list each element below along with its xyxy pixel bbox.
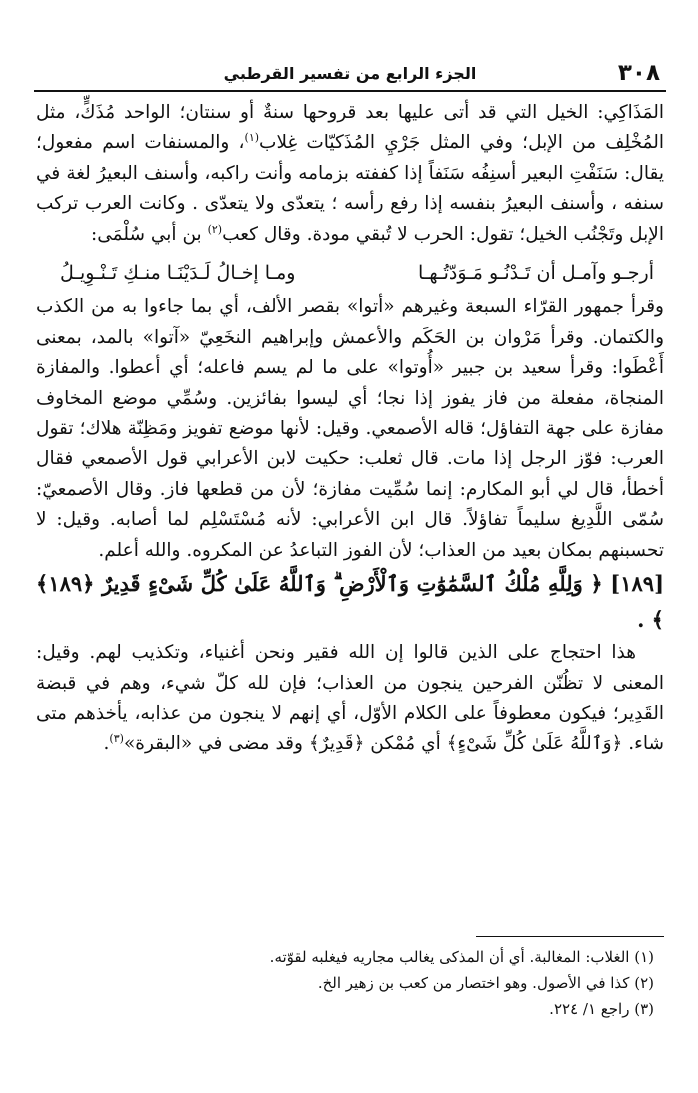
header-rule bbox=[34, 90, 666, 92]
paragraph-text: . bbox=[103, 733, 110, 755]
main-text bbox=[36, 98, 664, 760]
quran-verse-heading: [١٨٩] ﴿ وَلِلَّهِ مُلْكُ ٱلسَّمَٰوَٰتِ وَٱلْأَرْضِ ۗ وَٱللَّهُ عَلَىٰ كُلِّ شَىْءٍ قَدِيرٌ ﴿١٨٩﴾ ﴾ . bbox=[36, 571, 664, 633]
paragraph-text: هذا احتجاج على الذين قالوا إن الله فقير ونحن أغنياء، وتكذيب لهم. وقيل: المعنى لا تظُنّن الفرحين ينجون من العذاب؛ فإن لله كلّ شيء، وهم في قبضة القَدِير؛ فيكون معطوفاً على الكلام الأوّل، أي إنهم لا ينجون من عذابه، يأخذهم متى شاء. ﴿وَٱللَّهُ عَلَىٰ كُلِّ شَىْءٍ﴾ أي مُمْكن ﴿قَدِيرٌ﴾ وقد مضى في «البقرة» bbox=[36, 642, 664, 755]
poem-verse bbox=[36, 258, 664, 288]
poem-hemistich-right: أرجـو وآمـل أن تَـدْنُـو مَـوَدّتُـهـا bbox=[417, 262, 654, 285]
footnote-ref-1: (١) bbox=[244, 131, 260, 145]
footnote-ref-3: (٣) bbox=[109, 732, 124, 746]
footnote-rule bbox=[476, 936, 664, 937]
paragraph-text: المَذَاكِي: الخيل التي قد أتى عليها بعد قروحها سنةٌ أو سنتان؛ الواحد مُذَكٍّ، مثل المُخْلِف من الإبل؛ وفي المثل جَرْيِ المُذَكيّات غِلاب bbox=[36, 102, 665, 154]
page-number: ٣٠٨ bbox=[617, 60, 660, 86]
footnote-2: (٢) كذا في الأصول. وهو اختصار من كعب بن زهير الخ. bbox=[317, 974, 654, 992]
paragraph-text: ، والمسنفات اسم مفعول؛ يقال: سَنَفْتِ البعير أسنِفُه سَنَفاً إذا كففته بزمامه وأنت راكبه، وأسنف البعيرُ لغة في سنفه ، وأسنف البعيرُ بنفسه إذا رفع رأسه ؛ يتعدّى ولا يتعدّى . وكانت العرب تركب الإبل وتَجْنُب الخيل؛ تقول: الحرب لا تُبقي مودة. وقال كعب bbox=[36, 132, 664, 245]
paragraph-commentary bbox=[36, 638, 664, 760]
running-head: الجزء الرابع من تفسير القرطبي bbox=[223, 64, 477, 83]
paragraph-mazaki bbox=[36, 98, 664, 250]
paragraph-text: بن أبي سُلْمَى: bbox=[91, 223, 208, 245]
footnote-ref-2: (٢) bbox=[207, 222, 223, 236]
footnote-1: (١) الغلاب: المغالبة. أي أن المذكى يغالب مجاريه فيغلبه لقوّته. bbox=[269, 948, 654, 966]
page-header bbox=[34, 58, 666, 92]
footnote-3: (٣) راجع ١/ ٢٢٤. bbox=[549, 1000, 654, 1018]
paragraph-readings: وقرأ جمهور القرّاء السبعة وغيرهم «أتوا» بقصر الألف، أي بما جاءوا به من الكذب والكتمان. وقرأ مَرْوان بن الحَكَم والأعمش وإبراهيم النخَعِيّ «آتوا» بالمد، بمعنى أَعْطَوا: وقرأ سعيد بن جبير «أُوتوا» على ما لم يسم فاعله؛ أي أعطوا. والمفازة المنجاة، مفعلة من فاز يفوز إذا نجا؛ أي ليسوا بفائزين. وسُمِّي موضع المخاوف مفازة على جهة التفاؤل؛ قاله الأصمعي. وقيل: لأنها موضع تفويز ومَظِنّة هلاك؛ تقول العرب: فوّز الرجل إذا مات. قال ثعلب: حكيت لابن الأعرابي قول الأصمعي فقال أخطأ، قال لي أبو المكارم: إنما سُمِّيت مفازة؛ لأن من قطعها فاز. وقال الأصمعيّ: سُمّى اللَّدِيغ سليماً تفاؤلاً. قال ابن الأعرابي: لأنه مُسْتَسْلِم لما أصابه. وقيل: لا تحسبنهم بمكان بعيد من العذاب؛ لأن الفوز التباعدُ عن المكروه. والله أعلم. bbox=[36, 296, 664, 561]
footnotes bbox=[80, 944, 654, 1022]
poem-hemistich-left: ومـا إخـالُ لَـدَيْنَـا منـكِ تَـنْـوِيـلُ bbox=[60, 262, 296, 285]
